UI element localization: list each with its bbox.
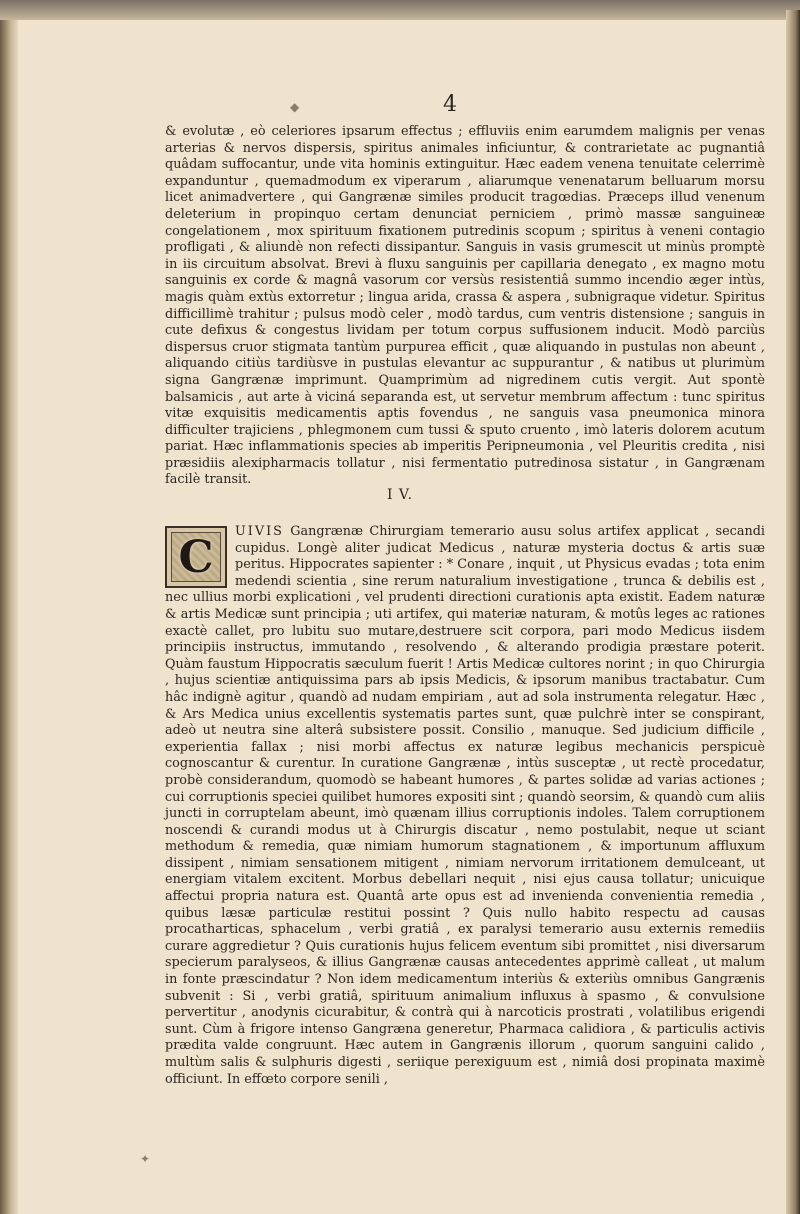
- page-blemish: ✦: [140, 1152, 151, 1166]
- opening-word: UIVIS: [235, 524, 284, 539]
- decorated-initial: [165, 526, 227, 588]
- initial-letter: C: [178, 532, 214, 583]
- book-edge-right: [786, 10, 800, 1214]
- page-number: 4: [443, 92, 457, 117]
- section-paragraph: [165, 524, 765, 1088]
- book-gutter-left: [0, 20, 18, 1214]
- page-blemish: ◆: [290, 100, 300, 114]
- paragraph-continued: & evolutæ , eò celeriores ipsarum effectus ; effluviis enim earumdem malignis per venas arterias & nervos dispersis, spiritus animales inficiuntur, & contrarietate ac pugnantiâ quâdam suffocantur, unde vita hominis extinguitur. Hæc eadem venena tenuitate celerrimè expanduntur , quemadmodum ex viperarum , aliarumque venenatarum belluarum morsu licet animadvertere , qui Gangrænæ similes producit tragœdias. Præceps illud venenum deleterium in propinquo certam denunciat perniciem , primò massæ sanguineæ congelationem , mox spirituum fixationem putredinis scopum ; spiritus à veneni contagio profligati , & aliundè non refecti dissipantur. Sanguis in vasis grumescit ut minùs promptè in iis circuitum absolvat. Brevi à fluxu sanguinis per capillaria denegato , ex magno motu sanguinis ex corde & magnâ vasorum cor versùs resistentiâ summo incendio æger intùs, magis quàm extùs extorretur ; lingua arida, crassa & aspera , subnigraque videtur. Spiritus difficillimè trahitur ; pulsus modò celer , modò tardus, cum ventris distensione ; sanguis in cute defixus & congestus lividam per totum corpus suffusionem inducit. Modò parciùs dispersus cruor stigmata tantùm purpurea efficit , quæ aliquando in pustulas non abeunt , aliquando citiùs tardiùsve in pustulas elevantur ac suppurantur , & natibus ut plurimùm signa Gangrænæ imprimunt. Quamprimùm ad nigredinem cutis vergit. Aut spontè balsamicis , aut arte à viciná separanda est, ut servetur membrum affectum : tunc spiritus vitæ exquisitis medicamentis aptis fovendus , ne sanguis vasa pneumonica minora difficulter trajiciens , phlegmonem cum tussi & sputo cruento , imò lateris dolorem acutum pariat. Hæc inflammationis species ab imperitis Peripneumonia , vel Pleuritis credita , nisi præsidiis alexipharmacis tollatur , nisi fermentatio putredinosa sistatur , in Gangrænam facilè transit.: [165, 124, 765, 488]
- section-heading: I V.: [386, 487, 414, 503]
- section-paragraph-text: Gangrænæ Chirurgiam temerario ausu solus artifex applicat , secandi cupidus. Longè aliter judicat Medicus , naturæ mysteria doctus & artis suæ peritus. Hippocrates sapienter : * Conare , inquit , ut Physicus evadas ; tota enim medendi scientia , sine rerum naturalium investigatione , trunca & debilis est , nec ullius morbi explicationi , vel prudenti directioni curationis apta existit. Eadem naturæ & artis Medicæ sunt principia ; uti artifex, qui materiæ naturam, & motûs leges ac rationes exactè callet, pro lubitu suo mutare,destruere scit corpora, pari modo Medicus iisdem principiis instructus, immutando , resolvendo , & alterando prodigia præstare poterit. Quàm faustum Hippocratis sæculum fuerit ! Artis Medicæ cultores norint ; in quo Chirurgia , hujus scientiæ antiquissima pars ab ipsis Medicis, & ipsorum manibus tractabatur. Cum hâc indignè agitur , quandò ad nudam empiriam , aut ad sola instrumenta relegatur. Hæc , & Ars Medica unius excellentis systematis partes sunt, quæ pulchrè inter se conspirant, adeò ut neutra sine alterâ subsistere possit. Consilio , manuque. Sed judicium difficile , experientia fallax ; nisi morbi affectus ex naturæ legibus mechanicis perspicuè cognoscantur & curentur. In curatione Gangrænæ , intùs susceptæ , ut rectè procedatur, probè considerandum, quomodò se habeant humores , & partes solidæ ad varias actiones ; cui corruptionis speciei quilibet humores expositi sint ; quandò seorsim, & quandò cum aliis juncti in corruptelam abeunt, imò quænam illius corruptionis indoles. Talem corruptionem noscendi & curandi modus ut à Chirurgis discatur , nemo postulabit, neque ut sciant methodum & remedia, quæ nimiam humorum stagnationem , & importunum affluxum dissipent , nimiam sensationem mitigent , nimiam nervorum irritationem demulceant, ut energiam vitalem excitent. Morbus debellari nequit , nisi ejus causa tollatur; unicuique affectui propria natura est. Quantâ arte opus est ad invenienda convenientia remedia , quibus læsæ particulæ restitui possint ? Quis nullo habito respectu ad causas procatharticas, sphacelum , verbi gratiâ , ex paralysi temerario ausu externis remediis curare aggredietur ? Quis curationis hujus felicem eventum sibi promittet , nisi diversarum specierum paralyseos, & illius Gangrænæ causas antecedentes apprimè calleat , ut malum in fonte præscindatur ? Non idem medicamentum interiùs & exteriùs omnibus Gangrænis subvenit : Si , verbi gratiâ, spirituum animalium influxus à spasmo , & convulsione pervertitur , anodynis cicurabitur, & contrà qui à narcoticis prostrati , volatilibus erigendi sunt. Cùm à frigore intenso Gangræna generetur, Pharmaca calidiora , & particulis activis prædita valde congruunt. Hæc autem in Gangrænis illorum , quorum sanguini calido , multùm salis & sulphuris digesti , seriique perexiguum est , nimiâ dosi propinata maximè officiunt. In effœto corpore senili ,: [165, 524, 765, 1087]
